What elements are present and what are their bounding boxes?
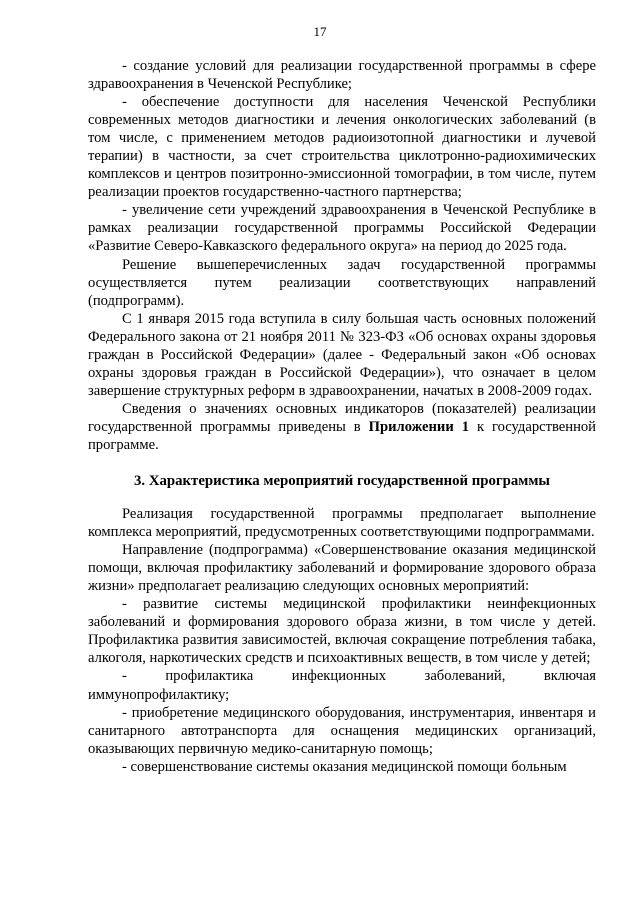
bullet-paragraph: - увеличение сети учреждений здравоохранения в Чеченской Республике в рамках реализации государственной программы Российской Федерации «Развитие Северо-Кавказского федерального округа» на период до 2025 года. bbox=[88, 202, 596, 255]
appendix-reference: Приложении 1 bbox=[368, 418, 469, 435]
body-paragraph: Направление (подпрограмма) «Совершенствование оказания медицинской помощи, включая профилактику заболеваний и формирование здорового образа жизни» предполагает реализацию следующих основных мероприятий: bbox=[88, 542, 596, 595]
bullet-paragraph: - приобретение медицинского оборудования, инструментария, инвентаря и санитарного автотранспорта для оснащения медицинских организаций, оказывающих первичную медико-санитарную помощь; bbox=[88, 704, 596, 757]
bullet-paragraph: - развитие системы медицинской профилактики неинфекционных заболеваний и формирования здорового образа жизни, в том числе у детей. Профилактика развития зависимостей, включая сокращение потребления табака, алкоголя, наркотических средств и психоактивных веществ, в том числе у детей; bbox=[88, 596, 596, 667]
bullet-paragraph: - обеспечение доступности для населения Чеченской Республики современных методов диагностики и лечения онкологических заболеваний (в том числе, с применением методов радиоизотопной диагностики и лучевой терапии) в частности, за счет строительства циклотронно-радиохимических комплексов и центров позитронно-эмиссионной томографии, в том числе, путем реализации проектов государственно-частного партнерства; bbox=[88, 94, 596, 201]
bullet-paragraph: - создание условий для реализации государственной программы в сфере здравоохранения в Чеченской Республике; bbox=[88, 58, 596, 93]
indicators-text-end: к государственной программе. bbox=[88, 418, 596, 453]
bullet-paragraph: - совершенствование системы оказания медицинской помощи больным bbox=[122, 758, 567, 775]
bullet-paragraph: - профилактика инфекционных заболеваний, включая иммунопрофилактику; bbox=[88, 668, 596, 703]
page-number: 17 bbox=[313, 24, 327, 39]
indicators-paragraph bbox=[88, 400, 596, 454]
document-body bbox=[88, 57, 596, 776]
body-paragraph: С 1 января 2015 года вступила в силу большая часть основных положений Федерального закона от 21 ноября 2011 № 323-ФЗ «Об основах охраны здоровья граждан в Российской Федерации» (далее - Федеральный закон «Об основах охраны здоровья граждан в Российской Федерации»), что означает в целом завершение структурных реформ в здравоохранении, начатых в 2008-2009 годах. bbox=[88, 310, 596, 399]
indicators-text: Сведения о значениях основных индикаторов (показателей) реализации государственной программы приведены в bbox=[88, 400, 596, 435]
body-paragraph: Решение вышеперечисленных задач государственной программы осуществляется путем реализации соответствующих направлений (подпрограмм). bbox=[88, 256, 596, 309]
body-paragraph: Реализация государственной программы предполагает выполнение комплекса мероприятий, предусмотренных соответствующими подпрограммами. bbox=[88, 506, 596, 541]
section-heading: 3. Характеристика мероприятий государственной программы bbox=[134, 473, 550, 490]
